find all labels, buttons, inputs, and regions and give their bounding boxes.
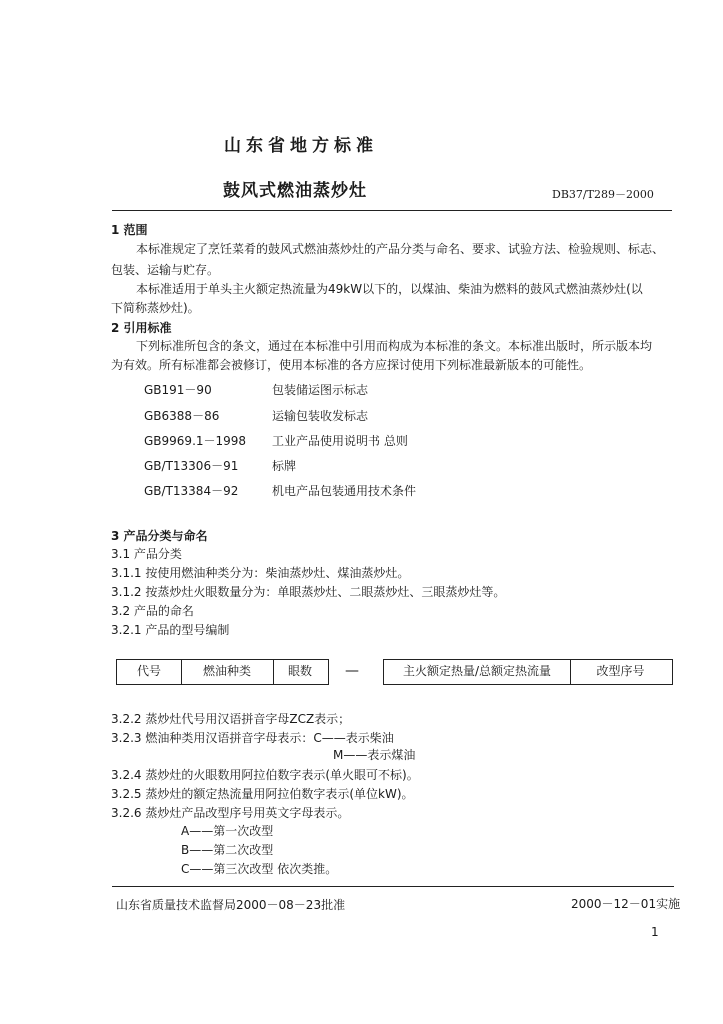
clause-detail: C——第三次改型 依次类推。 bbox=[181, 862, 338, 876]
ref-code: GB/T13306－91 bbox=[144, 459, 239, 473]
clause: 3.2.6 蒸炒灶产品改型序号用英文字母表示。 bbox=[111, 806, 350, 820]
clause: 3.2.1 产品的型号编制 bbox=[111, 623, 230, 637]
model-fuel-cell: 燃油种类 bbox=[202, 664, 251, 678]
paragraph: 包装、运输与贮存。 bbox=[111, 263, 220, 277]
doc-code: DB37/T289－2000 bbox=[552, 188, 654, 201]
section-1-heading: 1 范围 bbox=[111, 223, 148, 237]
page-number: 1 bbox=[651, 925, 659, 939]
clause-detail: A——第一次改型 bbox=[181, 824, 274, 838]
clause: 3.2.5 蒸炒灶的额定热流量用阿拉伯数字表示(单位kW)。 bbox=[111, 787, 414, 801]
model-revision-cell: 改型序号 bbox=[596, 664, 645, 678]
paragraph: 为有效。所有标准都会被修订，使用本标准的各方应探讨使用下列标准最新版本的可能性。 bbox=[111, 358, 592, 372]
ref-code: GB191－90 bbox=[144, 383, 212, 397]
paragraph: 本标准规定了烹饪菜肴的鼓风式燃油蒸炒灶的产品分类与命名、要求、试验方法、检验规则、标志、 bbox=[136, 242, 665, 256]
model-code-box-right bbox=[383, 659, 673, 685]
footer-rule bbox=[112, 886, 674, 887]
paragraph: 本标准适用于单头主火额定热流量为49kW以下的，以煤油、柴油为燃料的鼓风式燃油蒸炒灶(以 bbox=[136, 282, 643, 296]
ref-code: GB/T13384－92 bbox=[144, 484, 239, 498]
paragraph: 下简称蒸炒灶)。 bbox=[111, 301, 200, 315]
ref-code: GB6388－86 bbox=[144, 409, 220, 423]
ref-title: 运输包装收发标志 bbox=[272, 409, 369, 423]
subsection-heading: 3.2 产品的命名 bbox=[111, 604, 194, 618]
model-code-box-left bbox=[116, 659, 329, 685]
paragraph: 下列标准所包含的条文，通过在本标准中引用而构成为本标准的条文。本标准出版时，所示版本均 bbox=[136, 339, 653, 353]
section-2-heading: 2 引用标准 bbox=[111, 321, 172, 335]
doc-title: 鼓风式燃油蒸炒灶 bbox=[223, 181, 367, 201]
clause: 3.1.1 按使用燃油种类分为：柴油蒸炒灶、煤油蒸炒灶。 bbox=[111, 566, 410, 580]
ref-title: 工业产品使用说明书 总则 bbox=[272, 434, 408, 448]
model-flow-cell: 主火额定热量/总额定热流量 bbox=[402, 664, 552, 678]
subsection-heading: 3.1 产品分类 bbox=[111, 547, 182, 561]
ref-code: GB9969.1－1998 bbox=[144, 434, 247, 448]
header-rule bbox=[112, 210, 672, 211]
clause: 3.1.2 按蒸炒灶火眼数量分为：单眼蒸炒灶、二眼蒸炒灶、三眼蒸炒灶等。 bbox=[111, 585, 506, 599]
ref-title: 机电产品包装通用技术条件 bbox=[272, 484, 417, 498]
clause-detail: M——表示煤油 bbox=[333, 748, 416, 762]
clause-detail: B——第二次改型 bbox=[181, 843, 274, 857]
ref-title: 包装储运图示标志 bbox=[272, 383, 369, 397]
clause: 3.2.2 蒸炒灶代号用汉语拼音字母ZCZ表示； bbox=[111, 712, 351, 726]
model-eyes-cell: 眼数 bbox=[287, 664, 312, 678]
section-3-heading: 3 产品分类与命名 bbox=[111, 529, 208, 543]
effective-date: 2000－12－01实施 bbox=[571, 897, 681, 911]
org-title: 山东省地方标准 bbox=[224, 136, 378, 156]
model-code-cell: 代号 bbox=[136, 664, 161, 678]
clause: 3.2.3 燃油种类用汉语拼音字母表示：C——表示柴油 bbox=[111, 731, 394, 745]
model-dash: — bbox=[345, 663, 359, 679]
clause: 3.2.4 蒸炒灶的火眼数用阿拉伯数字表示(单火眼可不标)。 bbox=[111, 768, 419, 782]
approval-text: 山东省质量技术监督局2000－08－23批准 bbox=[116, 898, 346, 912]
ref-title: 标牌 bbox=[272, 459, 297, 473]
